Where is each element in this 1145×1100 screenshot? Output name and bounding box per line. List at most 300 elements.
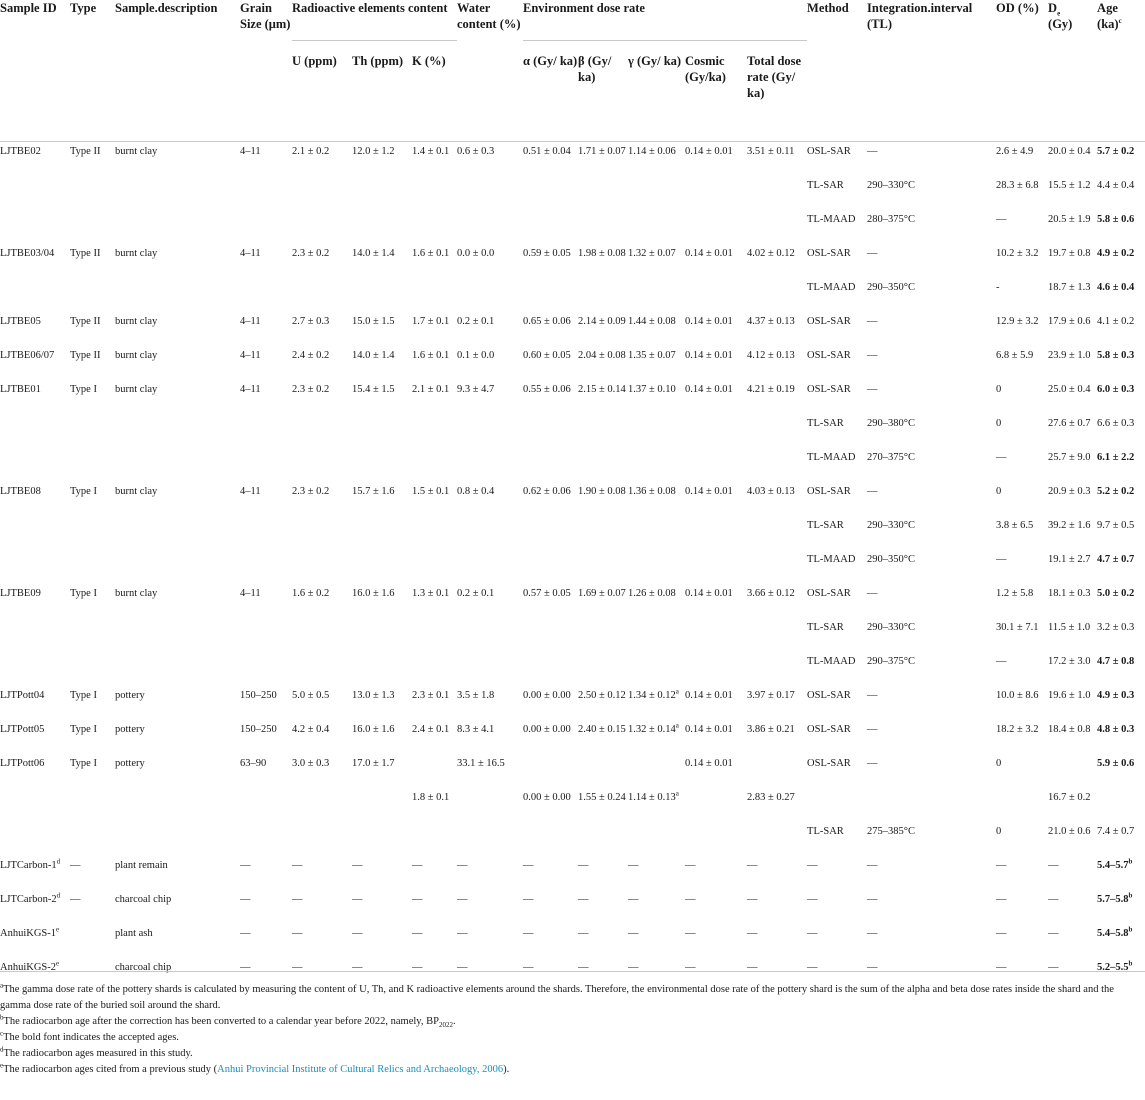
cell-type: Type I (70, 587, 97, 599)
cell-id: LJTBE03/04 (0, 247, 55, 259)
cell-beta: 2.50 ± 0.12 (578, 689, 626, 701)
cell-alpha: 0.55 ± 0.06 (523, 383, 571, 395)
col-water: Water content (%) (457, 1, 521, 31)
cell-interval: 270–375°C (867, 451, 915, 463)
cell-od: 0 (996, 825, 1002, 837)
cell-id (0, 210, 70, 244)
cell-beta (578, 652, 628, 686)
cell-id (0, 788, 70, 822)
cell-cosmic: 0.14 ± 0.01 (685, 689, 733, 701)
cell-gamma: 1.14 ± 0.06 (628, 146, 676, 157)
cell-alpha: 0.00 ± 0.00 (523, 791, 571, 803)
cell-gamma (628, 176, 685, 210)
cell-desc (115, 414, 240, 448)
cell-od: — (996, 893, 1007, 905)
col-cosmic: Cosmic (Gy/ka) (685, 54, 726, 84)
cell-gamma (628, 448, 685, 482)
cell-interval: 290–380°C (867, 417, 915, 429)
cell-th (352, 822, 412, 856)
cell-gamma: 1.35 ± 0.07 (628, 349, 676, 361)
cell-k (412, 414, 457, 448)
cell-interval: — (867, 349, 878, 361)
cell-gamma: 1.34 ± 0.12$^a$ (628, 687, 679, 701)
cell-k: 1.3 ± 0.1 (412, 587, 450, 599)
cell-type: — (70, 893, 81, 905)
cell-desc: burnt clay (115, 247, 158, 259)
cell-alpha: — (523, 927, 534, 939)
cell-method: — (807, 859, 818, 871)
cell-beta (578, 516, 628, 550)
cell-alpha (523, 550, 578, 584)
cell-total (747, 210, 807, 244)
cell-u: 2.7 ± 0.3 (292, 315, 330, 327)
cell-od: 10.0 ± 8.6 (996, 689, 1039, 701)
cell-cosmic: — (685, 893, 696, 905)
citation-link[interactable]: Anhui Provincial Institute of Cultural Relics and Archaeology, 2006 (217, 1064, 504, 1075)
cell-desc (115, 550, 240, 584)
cell-grain (240, 278, 292, 312)
col-th: Th (ppm) (352, 54, 404, 68)
col-sample-id: Sample ID (0, 1, 57, 15)
cell-method: TL-SAR (807, 417, 844, 429)
cell-desc (115, 788, 240, 822)
cell-th (352, 652, 412, 686)
cell-interval: — (867, 689, 878, 701)
cell-water: 0.2 ± 0.1 (457, 315, 495, 327)
cell-method: TL-MAAD (807, 281, 856, 293)
cell-u: 1.6 ± 0.2 (292, 587, 330, 599)
cell-th (352, 414, 412, 448)
cell-cosmic: — (685, 927, 696, 939)
cell-grain (240, 448, 292, 482)
cell-k: — (412, 893, 423, 905)
cell-u (292, 516, 352, 550)
cell-th (352, 516, 412, 550)
cell-age: 6.0 ± 0.3 (1097, 383, 1135, 395)
cell-total: 3.66 ± 0.12 (747, 587, 795, 599)
cell-alpha: 0.51 ± 0.04 (523, 146, 571, 157)
cell-age: 4.7 ± 0.7 (1097, 553, 1135, 565)
cell-alpha (523, 754, 578, 788)
cell-k: 1.8 ± 0.1 (412, 791, 450, 803)
cell-beta: — (578, 961, 589, 973)
cell-th (352, 448, 412, 482)
cell-k (412, 652, 457, 686)
cell-u: — (292, 859, 303, 871)
cell-beta (578, 414, 628, 448)
cell-de: 15.5 ± 1.2 (1048, 179, 1091, 191)
cell-de: 11.5 ± 1.0 (1048, 621, 1091, 633)
footnote-a: $^a$The gamma dose rate of the pottery shards is calculated by measuring the content of U, Th, and K radioactive elements around the shards. Therefore, the environmental dose rate of the pottery shard is the sum of the alpha and beta dose rates inside the shard and the gamma dose rate of the buried soil around the shard. (0, 981, 1114, 1011)
cell-gamma: — (628, 927, 639, 939)
cell-th (352, 788, 412, 822)
cell-water (457, 550, 523, 584)
col-od: OD (%) (996, 1, 1039, 15)
cell-beta: 2.40 ± 0.15 (578, 723, 626, 735)
cell-id: LJTBE08 (0, 485, 41, 497)
table-row (0, 380, 1145, 414)
cell-id (0, 414, 70, 448)
table-row (0, 856, 1145, 890)
table-row (0, 822, 1145, 856)
cell-total (747, 618, 807, 652)
cell-de: 25.7 ± 9.0 (1048, 451, 1091, 463)
cell-beta: 1.90 ± 0.08 (578, 485, 626, 497)
cell-th: 12.0 ± 1.2 (352, 146, 395, 157)
cell-u: 5.0 ± 0.5 (292, 689, 330, 701)
cell-beta (578, 618, 628, 652)
cell-grain (240, 822, 292, 856)
cell-th (352, 278, 412, 312)
cell-cosmic: — (685, 859, 696, 871)
col-description: Sample.description (115, 1, 218, 15)
cell-desc: pottery (115, 689, 145, 701)
cell-od: 28.3 ± 6.8 (996, 179, 1039, 191)
cell-de: 19.6 ± 1.0 (1048, 689, 1091, 701)
cell-cosmic (685, 618, 747, 652)
cell-beta: — (578, 893, 589, 905)
cell-gamma: 1.37 ± 0.10 (628, 383, 676, 395)
cell-type (70, 176, 115, 210)
cell-cosmic: 0.14 ± 0.01 (685, 383, 733, 395)
table-row (0, 414, 1145, 448)
cell-th: — (352, 927, 363, 939)
table-row (0, 584, 1145, 618)
cell-total: 4.12 ± 0.13 (747, 349, 795, 361)
cell-id (0, 550, 70, 584)
cell-grain: 150–250 (240, 689, 277, 701)
cell-id (0, 652, 70, 686)
cell-de: 18.1 ± 0.3 (1048, 587, 1091, 599)
cell-beta (578, 754, 628, 788)
cell-th: 15.7 ± 1.6 (352, 485, 395, 497)
cell-age: 5.2–5.5$^b$ (1097, 959, 1133, 973)
cell-gamma (628, 754, 685, 788)
cell-th (352, 176, 412, 210)
cell-method (807, 788, 867, 822)
cell-id: LJTBE02 (0, 146, 41, 157)
cell-method: TL-MAAD (807, 451, 856, 463)
cell-desc (115, 822, 240, 856)
footnote-e: $^e$The radiocarbon ages cited from a previous study (Anhui Provincial Institute of Cultural Relics and Archaeology, 2006). (0, 1061, 510, 1075)
table-row (0, 754, 1145, 788)
cell-desc: plant ash (115, 927, 153, 939)
cell-gamma: 1.32 ± 0.07 (628, 247, 676, 259)
cell-u (292, 176, 352, 210)
cell-type (70, 788, 115, 822)
cell-cosmic: 0.14 ± 0.01 (685, 485, 733, 497)
cell-grain (240, 550, 292, 584)
cell-cosmic: 0.14 ± 0.01 (685, 587, 733, 599)
cell-k: 1.5 ± 0.1 (412, 485, 450, 497)
cell-interval: — (867, 723, 878, 735)
cell-type: Type II (70, 146, 101, 157)
cell-water: 0.6 ± 0.3 (457, 146, 495, 157)
cell-grain (240, 652, 292, 686)
cell-u: 2.1 ± 0.2 (292, 146, 330, 157)
cell-alpha (523, 652, 578, 686)
cell-th (352, 550, 412, 584)
cell-u: 3.0 ± 0.3 (292, 757, 330, 769)
cell-water: — (457, 859, 468, 871)
cell-cosmic: 0.14 ± 0.01 (685, 349, 733, 361)
table-row (0, 788, 1145, 822)
cell-age: 5.2 ± 0.2 (1097, 485, 1135, 497)
cell-desc (115, 618, 240, 652)
cell-alpha (523, 414, 578, 448)
cell-water (457, 448, 523, 482)
cell-th (352, 210, 412, 244)
cell-method: OSL-SAR (807, 587, 851, 599)
cell-cosmic (685, 652, 747, 686)
cell-u: 4.2 ± 0.4 (292, 723, 330, 735)
cell-de: 18.7 ± 1.3 (1048, 281, 1091, 293)
cell-beta (578, 550, 628, 584)
cell-gamma (628, 516, 685, 550)
cell-water (457, 618, 523, 652)
col-gamma: γ (Gy/ ka) (628, 54, 682, 68)
cell-age: 5.8 ± 0.3 (1097, 349, 1135, 361)
cell-method: OSL-SAR (807, 723, 851, 735)
cell-beta: 1.55 ± 0.24 (578, 791, 626, 803)
cell-desc: burnt clay (115, 383, 158, 395)
cell-method: — (807, 893, 818, 905)
cell-method: TL-MAAD (807, 655, 856, 667)
cell-de: 39.2 ± 1.6 (1048, 519, 1091, 531)
cell-u (292, 210, 352, 244)
table-footnotes (0, 971, 1145, 1078)
cell-gamma (628, 414, 685, 448)
cell-de: 17.2 ± 3.0 (1048, 655, 1091, 667)
cell-desc: burnt clay (115, 587, 158, 599)
cell-od: — (996, 927, 1007, 939)
cell-de (1048, 754, 1097, 788)
cell-gamma: — (628, 893, 639, 905)
cell-grain: 4–11 (240, 146, 261, 157)
cell-id (0, 176, 70, 210)
cell-k: 1.6 ± 0.1 (412, 247, 450, 259)
cell-u: 2.3 ± 0.2 (292, 383, 330, 395)
cell-water: 8.3 ± 4.1 (457, 723, 495, 735)
cell-gamma: 1.36 ± 0.08 (628, 485, 676, 497)
cell-grain (240, 788, 292, 822)
cell-grain: 4–11 (240, 315, 261, 327)
cell-total: — (747, 927, 758, 939)
cell-k: 2.1 ± 0.1 (412, 383, 450, 395)
cell-id (0, 278, 70, 312)
cell-interval: — (867, 757, 878, 769)
cell-alpha: — (523, 859, 534, 871)
cell-th: 14.0 ± 1.4 (352, 247, 395, 259)
col-integration: Integration.interval (TL) (867, 1, 973, 31)
cell-interval: — (867, 247, 878, 259)
cell-type: Type I (70, 689, 97, 701)
cell-type (70, 448, 115, 482)
cell-id: LJTBE05 (0, 315, 41, 327)
cell-k (412, 278, 457, 312)
cell-desc: burnt clay (115, 146, 158, 157)
cell-grain (240, 176, 292, 210)
cell-de: — (1048, 927, 1059, 939)
cell-method: OSL-SAR (807, 485, 851, 497)
cell-de: 20.5 ± 1.9 (1048, 213, 1091, 225)
cell-desc (115, 210, 240, 244)
cell-age: 4.1 ± 0.2 (1097, 315, 1135, 327)
cell-gamma (628, 278, 685, 312)
cell-total (747, 448, 807, 482)
table-row (0, 516, 1145, 550)
cell-id: LJTPott06 (0, 757, 45, 769)
cell-total (747, 516, 807, 550)
cell-od: - (996, 281, 1000, 293)
cell-id (0, 516, 70, 550)
cell-cosmic: 0.14 ± 0.01 (685, 723, 733, 735)
cell-u (292, 550, 352, 584)
cell-grain (240, 618, 292, 652)
cell-k (412, 210, 457, 244)
cell-age: 4.7 ± 0.8 (1097, 655, 1135, 667)
cell-type: Type I (70, 757, 97, 769)
cell-method: OSL-SAR (807, 247, 851, 259)
cell-k (412, 822, 457, 856)
cell-od: — (996, 859, 1007, 871)
cell-alpha: 0.00 ± 0.00 (523, 689, 571, 701)
cell-type (70, 550, 115, 584)
cell-cosmic (685, 176, 747, 210)
cell-de: 23.9 ± 1.0 (1048, 349, 1091, 361)
cell-cosmic (685, 550, 747, 584)
cell-th: 17.0 ± 1.7 (352, 757, 395, 769)
cell-interval: — (867, 927, 878, 939)
cell-water (457, 176, 523, 210)
cell-desc: burnt clay (115, 485, 158, 497)
cell-cosmic: 0.14 ± 0.01 (685, 247, 733, 259)
cell-type: Type I (70, 485, 97, 497)
cell-cosmic: 0.14 ± 0.01 (685, 757, 733, 769)
cell-age: 4.6 ± 0.4 (1097, 281, 1135, 293)
cell-method: TL-MAAD (807, 213, 856, 225)
cell-age: 5.4–5.7$^b$ (1097, 857, 1133, 871)
cell-cosmic: — (685, 961, 696, 973)
cell-alpha: 0.60 ± 0.05 (523, 349, 571, 361)
cell-grain (240, 210, 292, 244)
cell-de: 19.7 ± 0.8 (1048, 247, 1091, 259)
cell-type: Type I (70, 723, 97, 735)
cell-cosmic (685, 278, 747, 312)
cell-interval: 290–330°C (867, 179, 915, 191)
cell-grain: 4–11 (240, 587, 261, 599)
cell-id (0, 448, 70, 482)
cell-age: 5.9 ± 0.6 (1097, 757, 1135, 769)
cell-total: 4.21 ± 0.19 (747, 383, 795, 395)
col-total: Total dose rate (Gy/ ka) (747, 54, 802, 100)
cell-grain: — (240, 927, 251, 939)
cell-k: — (412, 859, 423, 871)
cell-age (1097, 788, 1145, 822)
cell-alpha: — (523, 893, 534, 905)
cell-u: 2.3 ± 0.2 (292, 247, 330, 259)
cell-grain: 150–250 (240, 723, 277, 735)
cell-de: — (1048, 859, 1059, 871)
col-grain-size: Grain Size (μm) (240, 1, 291, 31)
cell-beta (578, 210, 628, 244)
cell-u: — (292, 927, 303, 939)
cell-id (0, 618, 70, 652)
cell-k (412, 754, 457, 788)
cell-interval: 290–350°C (867, 281, 915, 293)
cell-desc: burnt clay (115, 315, 158, 327)
cell-od: 12.9 ± 3.2 (996, 315, 1039, 327)
cell-interval: — (867, 961, 878, 973)
cell-th: 13.0 ± 1.3 (352, 689, 395, 701)
cell-od: — (996, 961, 1007, 973)
cell-grain: — (240, 859, 251, 871)
col-u: U (ppm) (292, 54, 337, 68)
cell-total (747, 754, 807, 788)
table-row (0, 924, 1145, 958)
cell-age: 5.7–5.8$^b$ (1097, 891, 1133, 905)
cell-interval: — (867, 893, 878, 905)
cell-de: 18.4 ± 0.8 (1048, 723, 1091, 735)
cell-gamma (628, 550, 685, 584)
cell-age: 3.2 ± 0.3 (1097, 621, 1135, 633)
cell-method: TL-SAR (807, 519, 844, 531)
cell-type (70, 210, 115, 244)
table-body (0, 142, 1145, 992)
cell-total: 4.03 ± 0.13 (747, 485, 795, 497)
table-row (0, 652, 1145, 686)
cell-grain: — (240, 893, 251, 905)
cell-gamma (628, 652, 685, 686)
table-header (0, 0, 1145, 142)
cell-type (70, 822, 115, 856)
cell-od: — (996, 213, 1007, 225)
cell-alpha: 0.57 ± 0.05 (523, 587, 571, 599)
cell-desc (115, 176, 240, 210)
cell-u (292, 448, 352, 482)
cell-th: 14.0 ± 1.4 (352, 349, 395, 361)
cell-k: 1.4 ± 0.1 (412, 146, 450, 157)
cell-u (292, 278, 352, 312)
cell-de: 20.9 ± 0.3 (1048, 485, 1091, 497)
cell-th: 15.0 ± 1.5 (352, 315, 395, 327)
cell-th: 16.0 ± 1.6 (352, 587, 395, 599)
cell-interval: — (867, 587, 878, 599)
cell-de: 20.0 ± 0.4 (1048, 146, 1091, 157)
cell-water (457, 788, 523, 822)
cell-total: — (747, 961, 758, 973)
cell-beta: — (578, 927, 589, 939)
cell-method: OSL-SAR (807, 315, 851, 327)
cell-method: OSL-SAR (807, 689, 851, 701)
cell-age: 4.4 ± 0.4 (1097, 179, 1135, 191)
cell-type: Type II (70, 349, 101, 361)
cell-de: 27.6 ± 0.7 (1048, 417, 1091, 429)
cell-od: — (996, 553, 1007, 565)
cell-u: — (292, 893, 303, 905)
cell-water (457, 414, 523, 448)
table-row (0, 278, 1145, 312)
cell-desc: charcoal chip (115, 893, 172, 905)
cell-interval: — (867, 383, 878, 395)
cell-alpha (523, 618, 578, 652)
cell-age: 7.4 ± 0.7 (1097, 825, 1135, 837)
cell-age: 4.8 ± 0.3 (1097, 723, 1135, 735)
table-row (0, 890, 1145, 924)
cell-interval: — (867, 859, 878, 871)
cell-od: 0 (996, 757, 1002, 769)
cell-u (292, 788, 352, 822)
